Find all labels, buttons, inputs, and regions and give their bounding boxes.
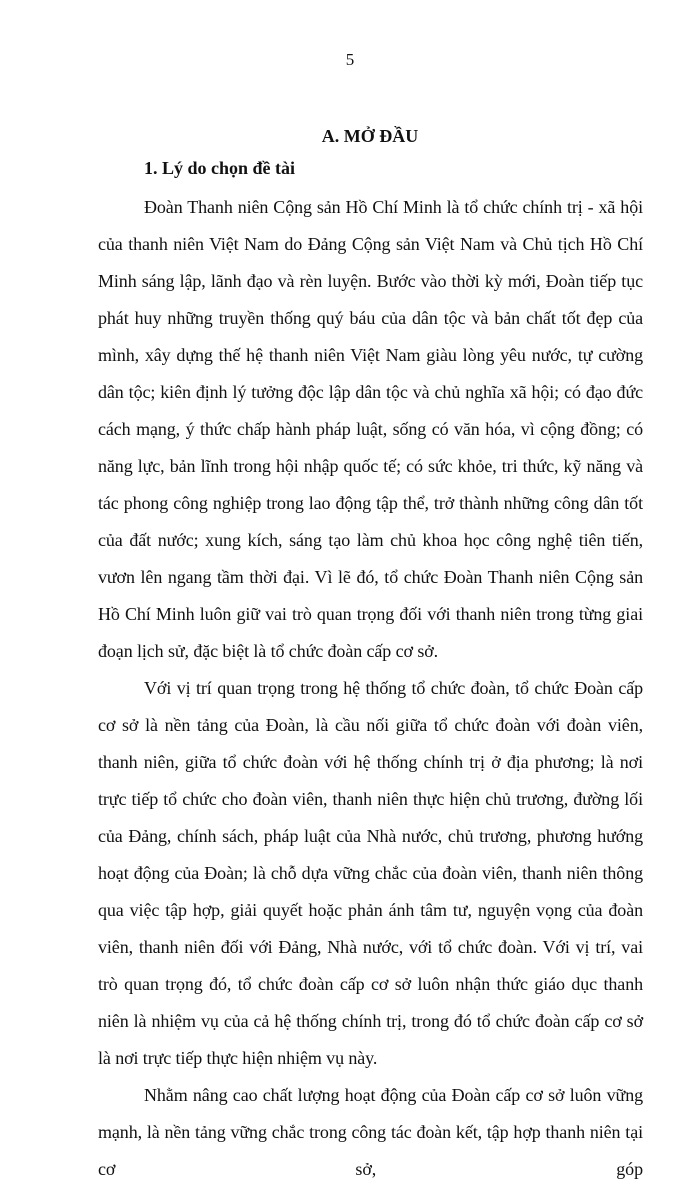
page-number: 5 [345,50,355,69]
body-text [98,189,643,1188]
chapter-heading: A. MỞ ĐẦU [321,126,419,146]
paragraph: Nhằm nâng cao chất lượng hoạt động của Đoàn cấp cơ sở luôn vững mạnh, là nền tảng vững chắc trong công tác đoàn kết, tập hợp thanh niên tại cơ sở, góp [98,1085,643,1179]
paragraph: Với vị trí quan trọng trong hệ thống tổ chức đoàn, tổ chức Đoàn cấp cơ sở là nền tảng của Đoàn, là cầu nối giữa tổ chức đoàn với đoàn viên, thanh niên, giữa tổ chức đoàn với hệ thống chính trị ở địa phương; là nơi trực tiếp tổ chức cho đoàn viên, thanh niên thực hiện chủ trương, đường lối của Đảng, chính sách, pháp luật của Nhà nước, chủ trương, phương hướng hoạt động của Đoàn; là chỗ dựa vững chắc của đoàn viên, thanh niên thông qua việc tập hợp, giải quyết hoặc phản ánh tâm tư, nguyện vọng của đoàn viên, thanh niên đối với Đảng, Nhà nước, với tổ chức đoàn. Với vị trí, vai trò quan trọng đó, tổ chức đoàn cấp cơ sở luôn nhận thức giáo dục thanh niên là nhiệm vụ của cả hệ thống chính trị, trong đó tổ chức đoàn cấp cơ sở là nơi trực tiếp thực hiện nhiệm vụ này. [98,678,643,1068]
paragraph: Đoàn Thanh niên Cộng sản Hồ Chí Minh là tổ chức chính trị - xã hội của thanh niên Việt Nam do Đảng Cộng sản Việt Nam và Chủ tịch Hồ Chí Minh sáng lập, lãnh đạo và rèn luyện. Bước vào thời kỳ mới, Đoàn tiếp tục phát huy những truyền thống quý báu của dân tộc và bản chất tốt đẹp của mình, xây dựng thế hệ thanh niên Việt Nam giàu lòng yêu nước, tự cường dân tộc; kiên định lý tưởng độc lập dân tộc và chủ nghĩa xã hội; có đạo đức cách mạng, ý thức chấp hành pháp luật, sống có văn hóa, vì cộng đồng; có năng lực, bản lĩnh trong hội nhập quốc tế; có sức khỏe, tri thức, kỹ năng và tác phong công nghiệp trong lao động tập thể, trở thành những công dân tốt của đất nước; xung kích, sáng tạo làm chủ khoa học công nghệ tiên tiến, vươn lên ngang tầm thời đại. Vì lẽ đó, tổ chức Đoàn Thanh niên Cộng sản Hồ Chí Minh luôn giữ vai trò quan trọng đối với thanh niên trong từng giai đoạn lịch sử, đặc biệt là tổ chức đoàn cấp cơ sở. [98,197,643,661]
section-heading: 1. Lý do chọn đề tài [144,158,296,178]
